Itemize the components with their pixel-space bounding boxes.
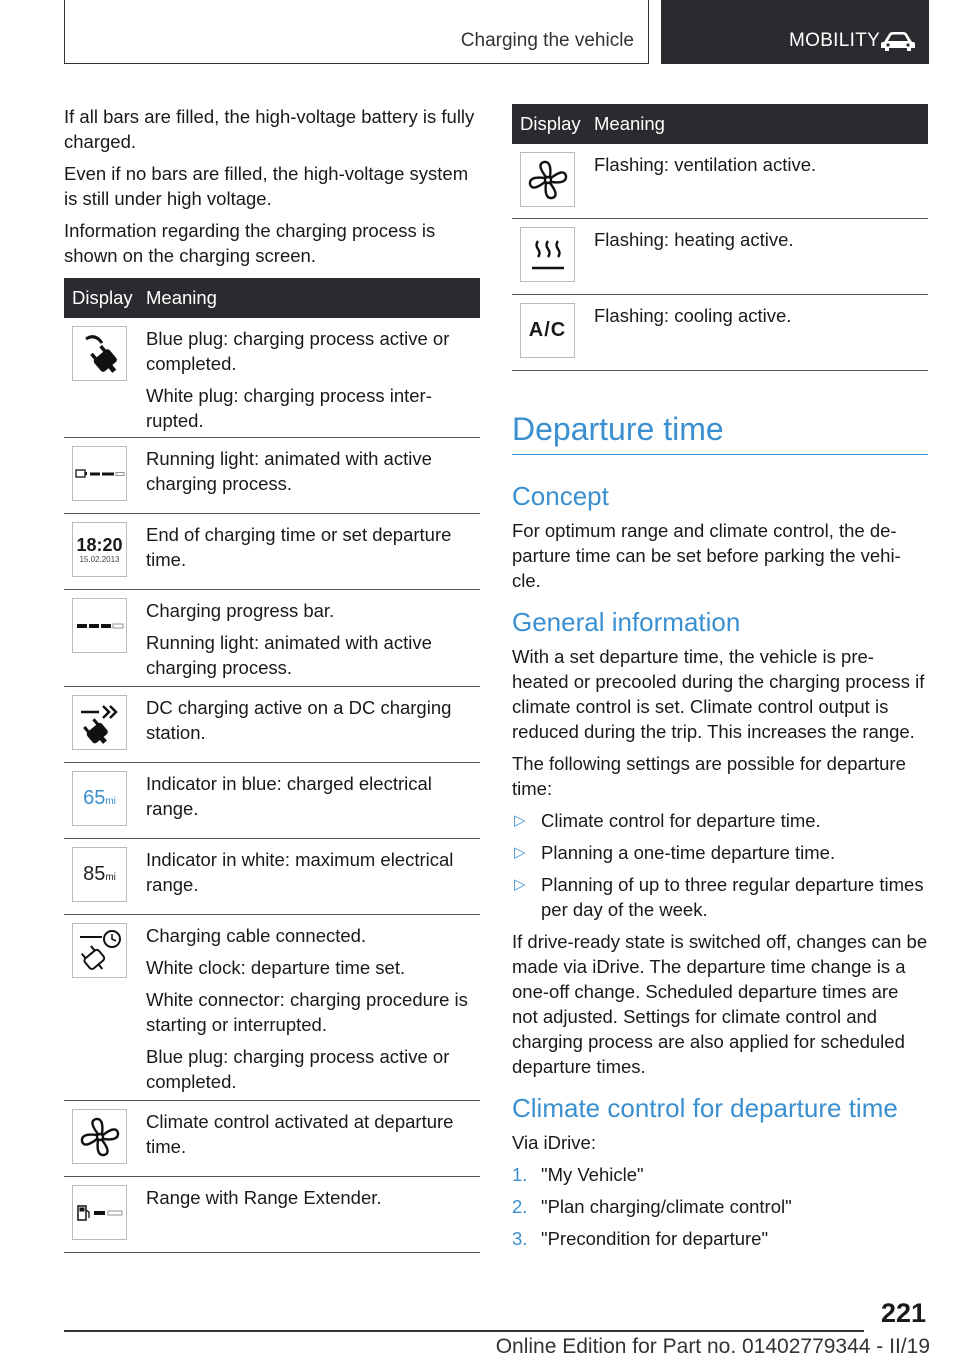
table-row [64, 318, 480, 438]
table-row [512, 144, 928, 219]
right-column [512, 104, 928, 1258]
range-unit: mi [105, 872, 116, 883]
dc-charging-icon [72, 695, 127, 750]
step-item [512, 1162, 928, 1187]
header-section-box [661, 0, 929, 64]
table-header [64, 278, 480, 318]
fan-icon [72, 1109, 127, 1164]
display-meaning-table-continued [512, 104, 928, 371]
table-row [64, 839, 480, 915]
intro-paragraph: Even if no bars are filled, the high-voltage system is still under high voltage. [64, 163, 469, 209]
cable-clock-icon [72, 923, 127, 978]
step-text: "Precondition for departure" [541, 1228, 769, 1249]
table-row [64, 915, 480, 1101]
subheading-general-information: General information [512, 607, 741, 637]
running-light-icon [72, 446, 127, 501]
meaning-text: White clock: departure time set. [146, 957, 406, 978]
meaning-text: DC charging active on a DC charging station. [146, 697, 452, 743]
heating-icon [520, 227, 575, 282]
step-item [512, 1194, 928, 1219]
display-meaning-table [64, 278, 480, 1253]
table-row [64, 590, 480, 687]
concept-paragraph: For optimum range and climate control, the de‐parture time can be set before parking the vehi‐cle. [512, 520, 901, 591]
step-item [512, 1226, 928, 1251]
table-row [512, 295, 928, 371]
bullet-marker: ▷ [514, 844, 526, 861]
table-row [64, 514, 480, 590]
steps-list [512, 1162, 928, 1251]
range-blue-icon [72, 771, 127, 826]
meaning-text: Indicator in white: maximum electrical range. [146, 849, 454, 895]
icon-time: 18:20 [76, 534, 123, 555]
page-number: 221 [880, 1298, 926, 1328]
meaning-text: Range with Range Extender. [146, 1187, 382, 1208]
intro-paragraph: Information regarding the charging process is shown on the charging screen. [64, 220, 436, 266]
ac-label: A/C [528, 319, 567, 341]
subheading-climate-control: Climate control for departure time [512, 1093, 898, 1123]
step-text: "Plan charging/climate control" [541, 1196, 792, 1217]
range-value: 65 [83, 787, 106, 809]
meaning-text: Blue plug: charging process active or completed. [146, 328, 450, 374]
list-item-text: Planning a one-time departure time. [541, 842, 836, 863]
meaning-text: Flashing: ventilation active. [594, 154, 817, 175]
range-unit: mi [105, 796, 116, 807]
icon-date: 15.02.2013 [79, 554, 120, 564]
range-value: 85 [83, 863, 106, 885]
general-paragraph: With a set departure time, the vehicle is pre‐heated or precooled during the charging process if climate control is set. Climate control output is reduced during the trip. This increases the range. [512, 646, 925, 742]
step-number: 1. [512, 1164, 528, 1185]
progress-bar-icon [72, 598, 127, 653]
column-header-display: Display [520, 113, 581, 134]
table-row [64, 438, 480, 514]
meaning-text: Running light: animated with active charging process. [146, 632, 432, 678]
blue-plug-icon [72, 326, 127, 381]
range-extender-icon [72, 1185, 127, 1240]
settings-intro: The following settings are possible for departure time: [512, 753, 906, 799]
ac-icon [520, 303, 575, 358]
table-header [512, 104, 928, 144]
header-chapter-box [64, 0, 649, 64]
range-white-icon [72, 847, 127, 902]
table-row [64, 687, 480, 763]
list-item-text: Climate control for departure time. [541, 810, 821, 831]
fan-icon [520, 152, 575, 207]
footer-edition: Online Edition for Part no. 01402779344 - II/19 [495, 1335, 930, 1358]
chapter-title: Charging the vehicle [460, 30, 634, 51]
clock-display-icon [72, 522, 127, 577]
via-idrive: Via iDrive: [512, 1132, 596, 1153]
subheading-concept: Concept [512, 481, 609, 511]
meaning-text: Charging progress bar. [146, 600, 335, 621]
meaning-text: Climate control activated at departure time. [146, 1111, 454, 1157]
list-item [512, 840, 928, 865]
meaning-text: White connector: charging procedure is starting or interrupted. [146, 989, 468, 1035]
left-column [64, 104, 480, 1253]
table-row [64, 1101, 480, 1177]
step-number: 3. [512, 1228, 528, 1249]
list-item [512, 872, 928, 922]
section-heading-departure-time: Departure time [512, 411, 928, 455]
meaning-text: Flashing: cooling active. [594, 305, 792, 326]
idrive-paragraph: If drive-ready state is switched off, changes can be made via iDrive. The departure time change is a one-off change. Scheduled departure times are not adjusted. Settings for climate control and charging process are also applied for scheduled departure times. [512, 931, 928, 1077]
section-title: MOBILITY [789, 30, 881, 51]
meaning-text: Charging cable connected. [146, 925, 367, 946]
step-text: "My Vehicle" [541, 1164, 644, 1185]
column-header-display: Display [72, 287, 133, 308]
meaning-text: End of charging time or set departure time. [146, 524, 452, 570]
table-row [64, 1177, 480, 1253]
car-icon [880, 29, 916, 53]
meaning-text: Running light: animated with active charging process. [146, 448, 432, 494]
settings-list [512, 808, 928, 922]
meaning-text: White plug: charging process inter‐rupted. [146, 385, 432, 431]
intro-paragraph: If all bars are filled, the high-voltage battery is fully charged. [64, 106, 475, 152]
bullet-marker: ▷ [514, 812, 526, 829]
meaning-text: Blue plug: charging process active or completed. [146, 1046, 450, 1092]
table-row [64, 763, 480, 839]
column-header-meaning: Meaning [594, 113, 665, 134]
list-item-text: Planning of up to three regular departure times per day of the week. [541, 874, 924, 920]
table-row [512, 219, 928, 295]
meaning-text: Indicator in blue: charged electrical range. [146, 773, 432, 819]
column-header-meaning: Meaning [146, 287, 217, 308]
list-item [512, 808, 928, 833]
meaning-text: Flashing: heating active. [594, 229, 794, 250]
step-number: 2. [512, 1196, 528, 1217]
footer-divider [64, 1330, 864, 1332]
bullet-marker: ▷ [514, 876, 526, 893]
